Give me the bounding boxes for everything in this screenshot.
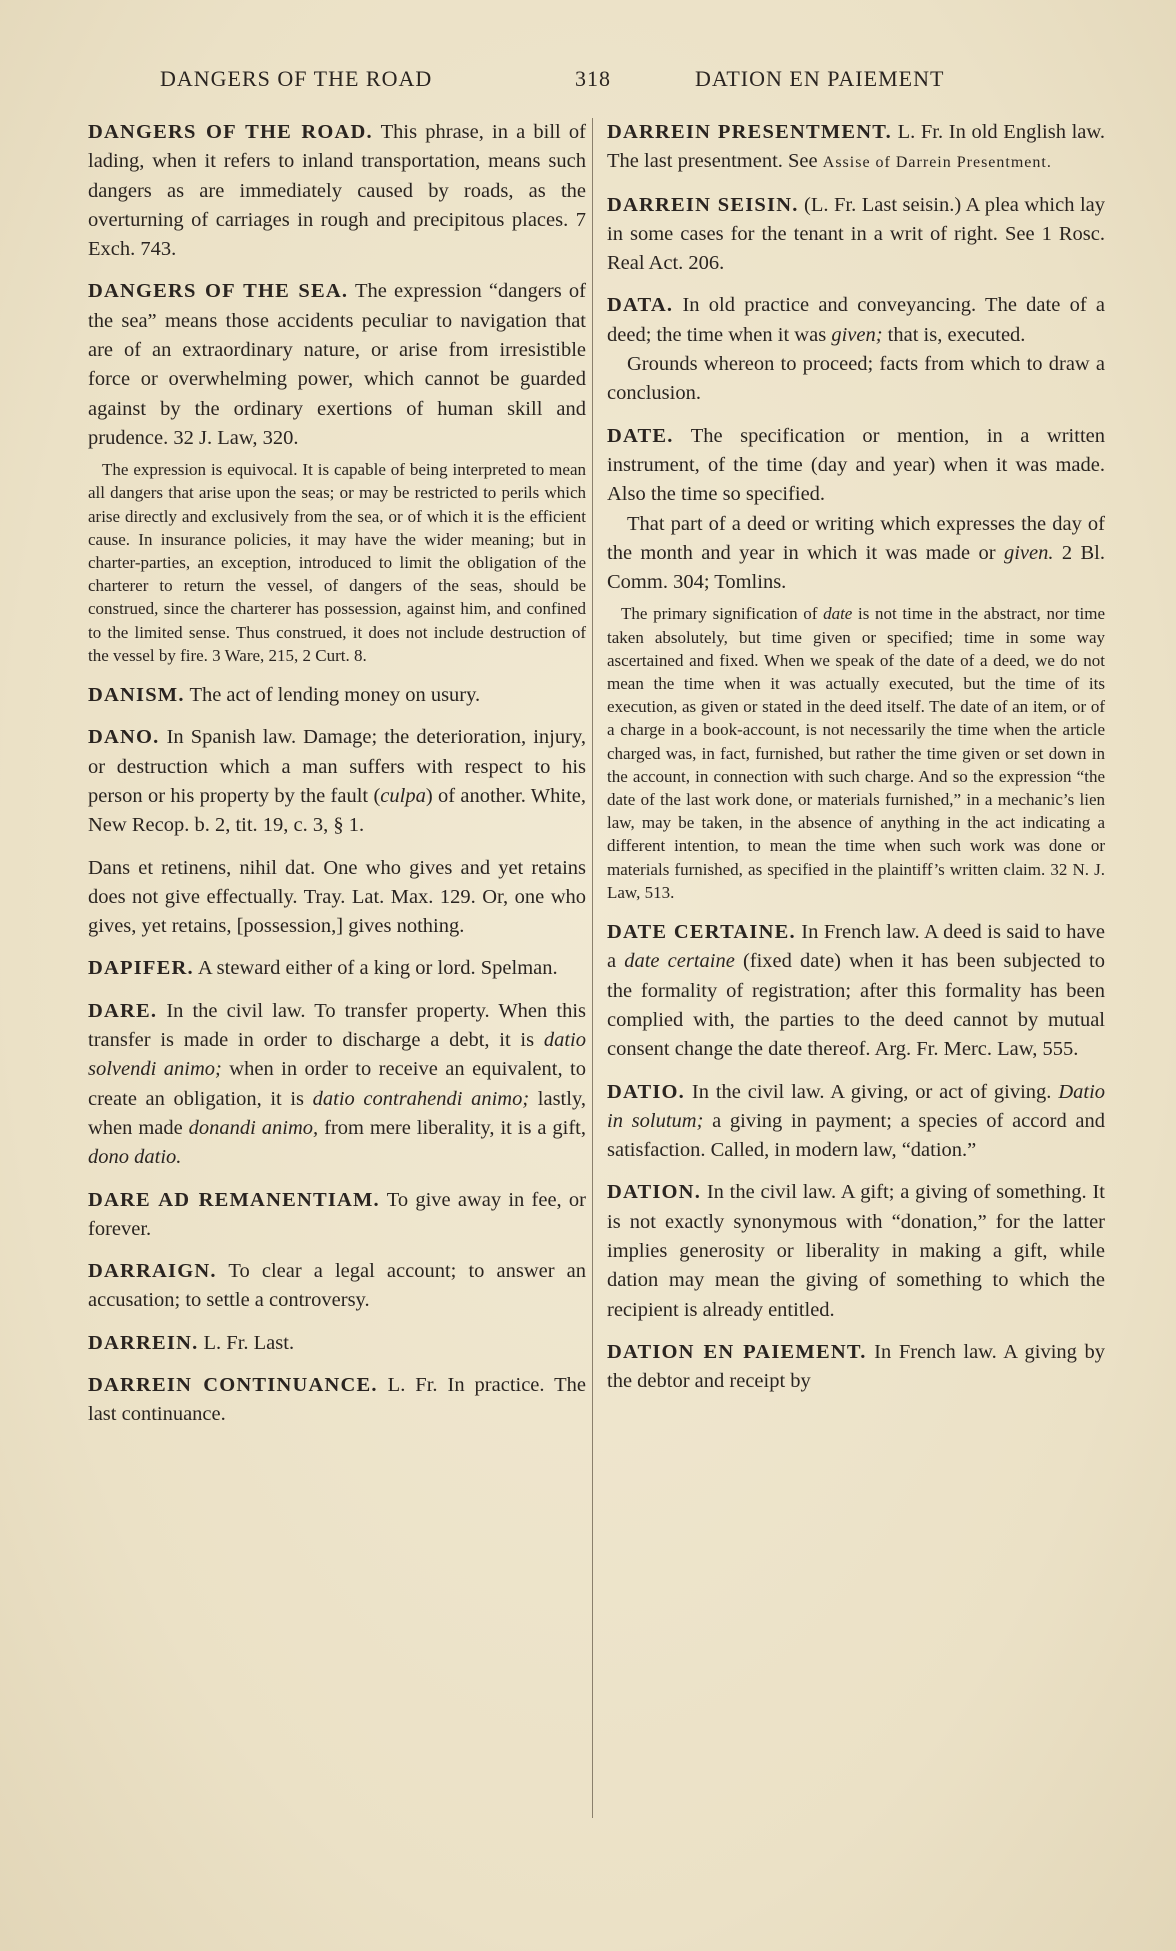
- headword: DANGERS OF THE SEA.: [88, 280, 349, 303]
- entry-dare: [88, 997, 586, 1173]
- entry-dano: [88, 723, 586, 840]
- definition-continued: that is, executed.: [882, 323, 1026, 346]
- headword: DATE CERTAINE.: [607, 921, 796, 944]
- headword: DATION EN PAIEMENT.: [607, 1340, 867, 1363]
- headword: DANISM.: [88, 684, 185, 707]
- header-right-guide-word: DATION EN PAIEMENT: [695, 66, 945, 91]
- latin-term: Datio in solutum;: [607, 1080, 1106, 1132]
- entry-data: [607, 291, 1105, 408]
- definition: In the civil law. To transfer property. When this transfer is made in order to discharge a debt, it is: [88, 999, 586, 1052]
- entry-darrein-presentment: [607, 118, 1105, 178]
- definition: The specification or mention, in a written instrument, of the time (day and year) when it was made. Also the time so specified.: [607, 424, 1105, 506]
- headword: DATE.: [607, 424, 674, 447]
- definition: (L. Fr. Last seisin.) A plea which lay in some cases for the tenant in a writ of right. See 1 Rosc. Real Act. 206.: [607, 193, 1106, 275]
- page-number: 318: [575, 66, 611, 91]
- citation: 2 Bl. Comm. 304; Tomlins.: [607, 541, 1105, 594]
- definition: In Spanish law. Damage; the deterioration, injury, or destruction which a man suffers with respect to his person or his property by the fault (: [88, 726, 586, 807]
- headword: DARREIN CONTINUANCE.: [88, 1374, 378, 1397]
- headword: DARREIN.: [88, 1331, 199, 1354]
- maxim: Dans et retinens, nihil dat.: [88, 856, 316, 879]
- entry-dation: [607, 1178, 1105, 1324]
- definition: In French law. A deed is said to have a: [607, 921, 1105, 973]
- headword: DARE AD REMANENTIAM.: [88, 1188, 380, 1211]
- entry-dans-et-retinens: [88, 854, 586, 942]
- entry-dapifer: [88, 954, 586, 983]
- italic-term: given.: [1003, 541, 1054, 564]
- definition: In the civil law. A giving, or act of giving.: [691, 1080, 1059, 1103]
- entry-darrein-continuance: [88, 1371, 586, 1430]
- header-left-guide-word: DANGERS OF THE ROAD: [160, 66, 433, 91]
- headword: DARRAIGN.: [88, 1260, 217, 1283]
- headword: DATA.: [607, 294, 674, 317]
- entry-darrein: [88, 1329, 586, 1358]
- headword: DARE.: [88, 999, 158, 1022]
- footnote-text: The expression is equivocal. It is capable of being interpreted to mean all dangers that arise upon the seas; or may be restricted to perils which arise directly and exclusively from the sea, or of which it is the efficient cause. In insurance policies, it may have the wider meaning; but in charter-parties, an exception, introduced to limit the obligation of the charterer to return the vessel, of dangers of the seas, should be construed, since the charterer has possession, against him, and confined to the limited sense. Thus construed, it does not include destruction of the vessel by fire. 3 Ware, 215, 2 Curt. 8.: [88, 460, 586, 665]
- cross-reference: Assise of Darrein Presentment.: [822, 154, 1052, 172]
- headword: DANO.: [88, 726, 160, 749]
- definition: That part of a deed or writing which expresses the day of the month and year in which it was made or: [607, 512, 1105, 564]
- definition: To clear a legal account; to answer an accusation; to settle a controversy.: [88, 1260, 586, 1312]
- italic-term: date: [823, 604, 853, 624]
- definition: L. Fr. Last.: [203, 1331, 295, 1354]
- entry-dangers-of-the-sea: [88, 277, 586, 667]
- headword: DARREIN PRESENTMENT.: [607, 121, 892, 143]
- definition: L. Fr. In practice. The last continuance.: [88, 1374, 587, 1426]
- headword: DARREIN SEISIN.: [607, 193, 799, 216]
- latin-term: culpa: [380, 784, 426, 807]
- footnote-text: [607, 602, 1105, 904]
- second-sense: Grounds whereon to proceed; facts from which to draw a conclusion.: [607, 353, 1105, 405]
- definition: The act of lending money on usury.: [189, 684, 481, 707]
- latin-term: donandi animo,: [188, 1116, 319, 1139]
- entry-datio: [607, 1078, 1105, 1166]
- italic-term: given;: [831, 323, 883, 346]
- definition-continued: a giving in payment; a species of accord and satisfaction. Called, in modern law, “dation.”: [607, 1109, 1105, 1162]
- entry-dare-ad-remanentiam: [88, 1186, 586, 1245]
- column-divider: [592, 118, 593, 1818]
- entry-dation-en-paiement: [607, 1338, 1105, 1397]
- right-column: [607, 118, 1105, 1410]
- italic-term: date certaine: [624, 950, 735, 973]
- entry-danism: [88, 681, 586, 710]
- definition: L. Fr. In old English law. The last presentment. See: [607, 121, 1105, 173]
- definition-continued: when in order to receive an equivalent, to create an obligation, it is: [88, 1058, 586, 1110]
- headword: DANGERS OF THE ROAD.: [88, 121, 373, 143]
- definition: The expression “dangers of the sea” means those accidents peculiar to navigation that are of an extraordinary nature, or arise from irresistible force or overwhelming power, which cannot be guarded against by the ordinary exertions of human skill and prudence. 32 J. Law, 320.: [88, 280, 586, 449]
- latin-term: datio solvendi animo;: [88, 1029, 586, 1081]
- note-text: The primary signification of: [621, 604, 824, 624]
- definition: In French law. A giving by the debtor and receipt by: [607, 1340, 1106, 1393]
- headword: DAPIFER.: [88, 957, 194, 980]
- entry-date: [607, 422, 1105, 904]
- definition-continued: from mere liberality, it is a gift,: [318, 1116, 587, 1139]
- left-column: [88, 118, 586, 1443]
- definition-continued: ) of another. White, New Recop. b. 2, tit. 19, c. 3, § 1.: [88, 784, 586, 837]
- definition: A steward either of a king or lord. Spelman.: [197, 957, 558, 980]
- definition-continued: (fixed date) when it has been subjected to the formality of registration; after this formality has been complied with, the parties to the deed cannot by mutual consent change the date thereof. Arg. Fr. Merc. Law, 555.: [607, 950, 1105, 1061]
- definition: One who gives and yet retains does not give effectually. Tray. Lat. Max. 129. Or, one who gives, yet retains, [possession,] gives nothing.: [88, 856, 587, 938]
- entry-darraign: [88, 1257, 586, 1316]
- latin-term: datio contrahendi animo;: [312, 1087, 530, 1110]
- note-text-continued: is not time in the abstract, nor time taken absolutely, but time given or specified; time in some way ascertained and fixed. When we speak of the date of a deed, we do not mean the time when it was actually executed, but the time of its execution, as given or stated in the deed itself. The date of an item, or of a charge in a book-account, is not necessarily the time when the article charged was, in fact, furnished, but rather the time given or set down in the account, in connection with such charge. And so the expression “the date of the last work done, or materials furnished,” in a mechanic’s lien law, may be taken, in the absence of anything in the act indicating a different intention, to mean the time when such work was done or materials furnished, as specified in the plaintiff’s written claim. 32 N. J. Law, 513.: [607, 604, 1105, 902]
- running-header: [100, 66, 1040, 96]
- definition: In old practice and conveyancing. The date of a deed; the time when it was: [607, 294, 1105, 346]
- entry-date-certaine: [607, 918, 1105, 1064]
- definition-continued: lastly, when made: [88, 1087, 586, 1139]
- definition: This phrase, in a bill of lading, when it refers to inland transportation, means such dangers as are immediately caused by roads, as the overturning of carriages in rough and precipitous places. 7 Exch. 743.: [88, 121, 586, 261]
- definition: In the civil law. A gift; a giving of something. It is not exactly synonymous with “donation,” for the latter implies generosity or liberality in making a gift, while dation may mean the giving of something to which the recipient is already entitled.: [607, 1181, 1105, 1321]
- definition: To give away in fee, or forever.: [88, 1188, 586, 1240]
- headword: DATIO.: [607, 1080, 686, 1103]
- second-sense: [607, 510, 1105, 598]
- entry-dangers-of-the-road: [88, 118, 586, 264]
- latin-term: dono datio.: [88, 1146, 182, 1169]
- headword: DATION.: [607, 1181, 702, 1204]
- entry-darrein-seisin: [607, 191, 1105, 279]
